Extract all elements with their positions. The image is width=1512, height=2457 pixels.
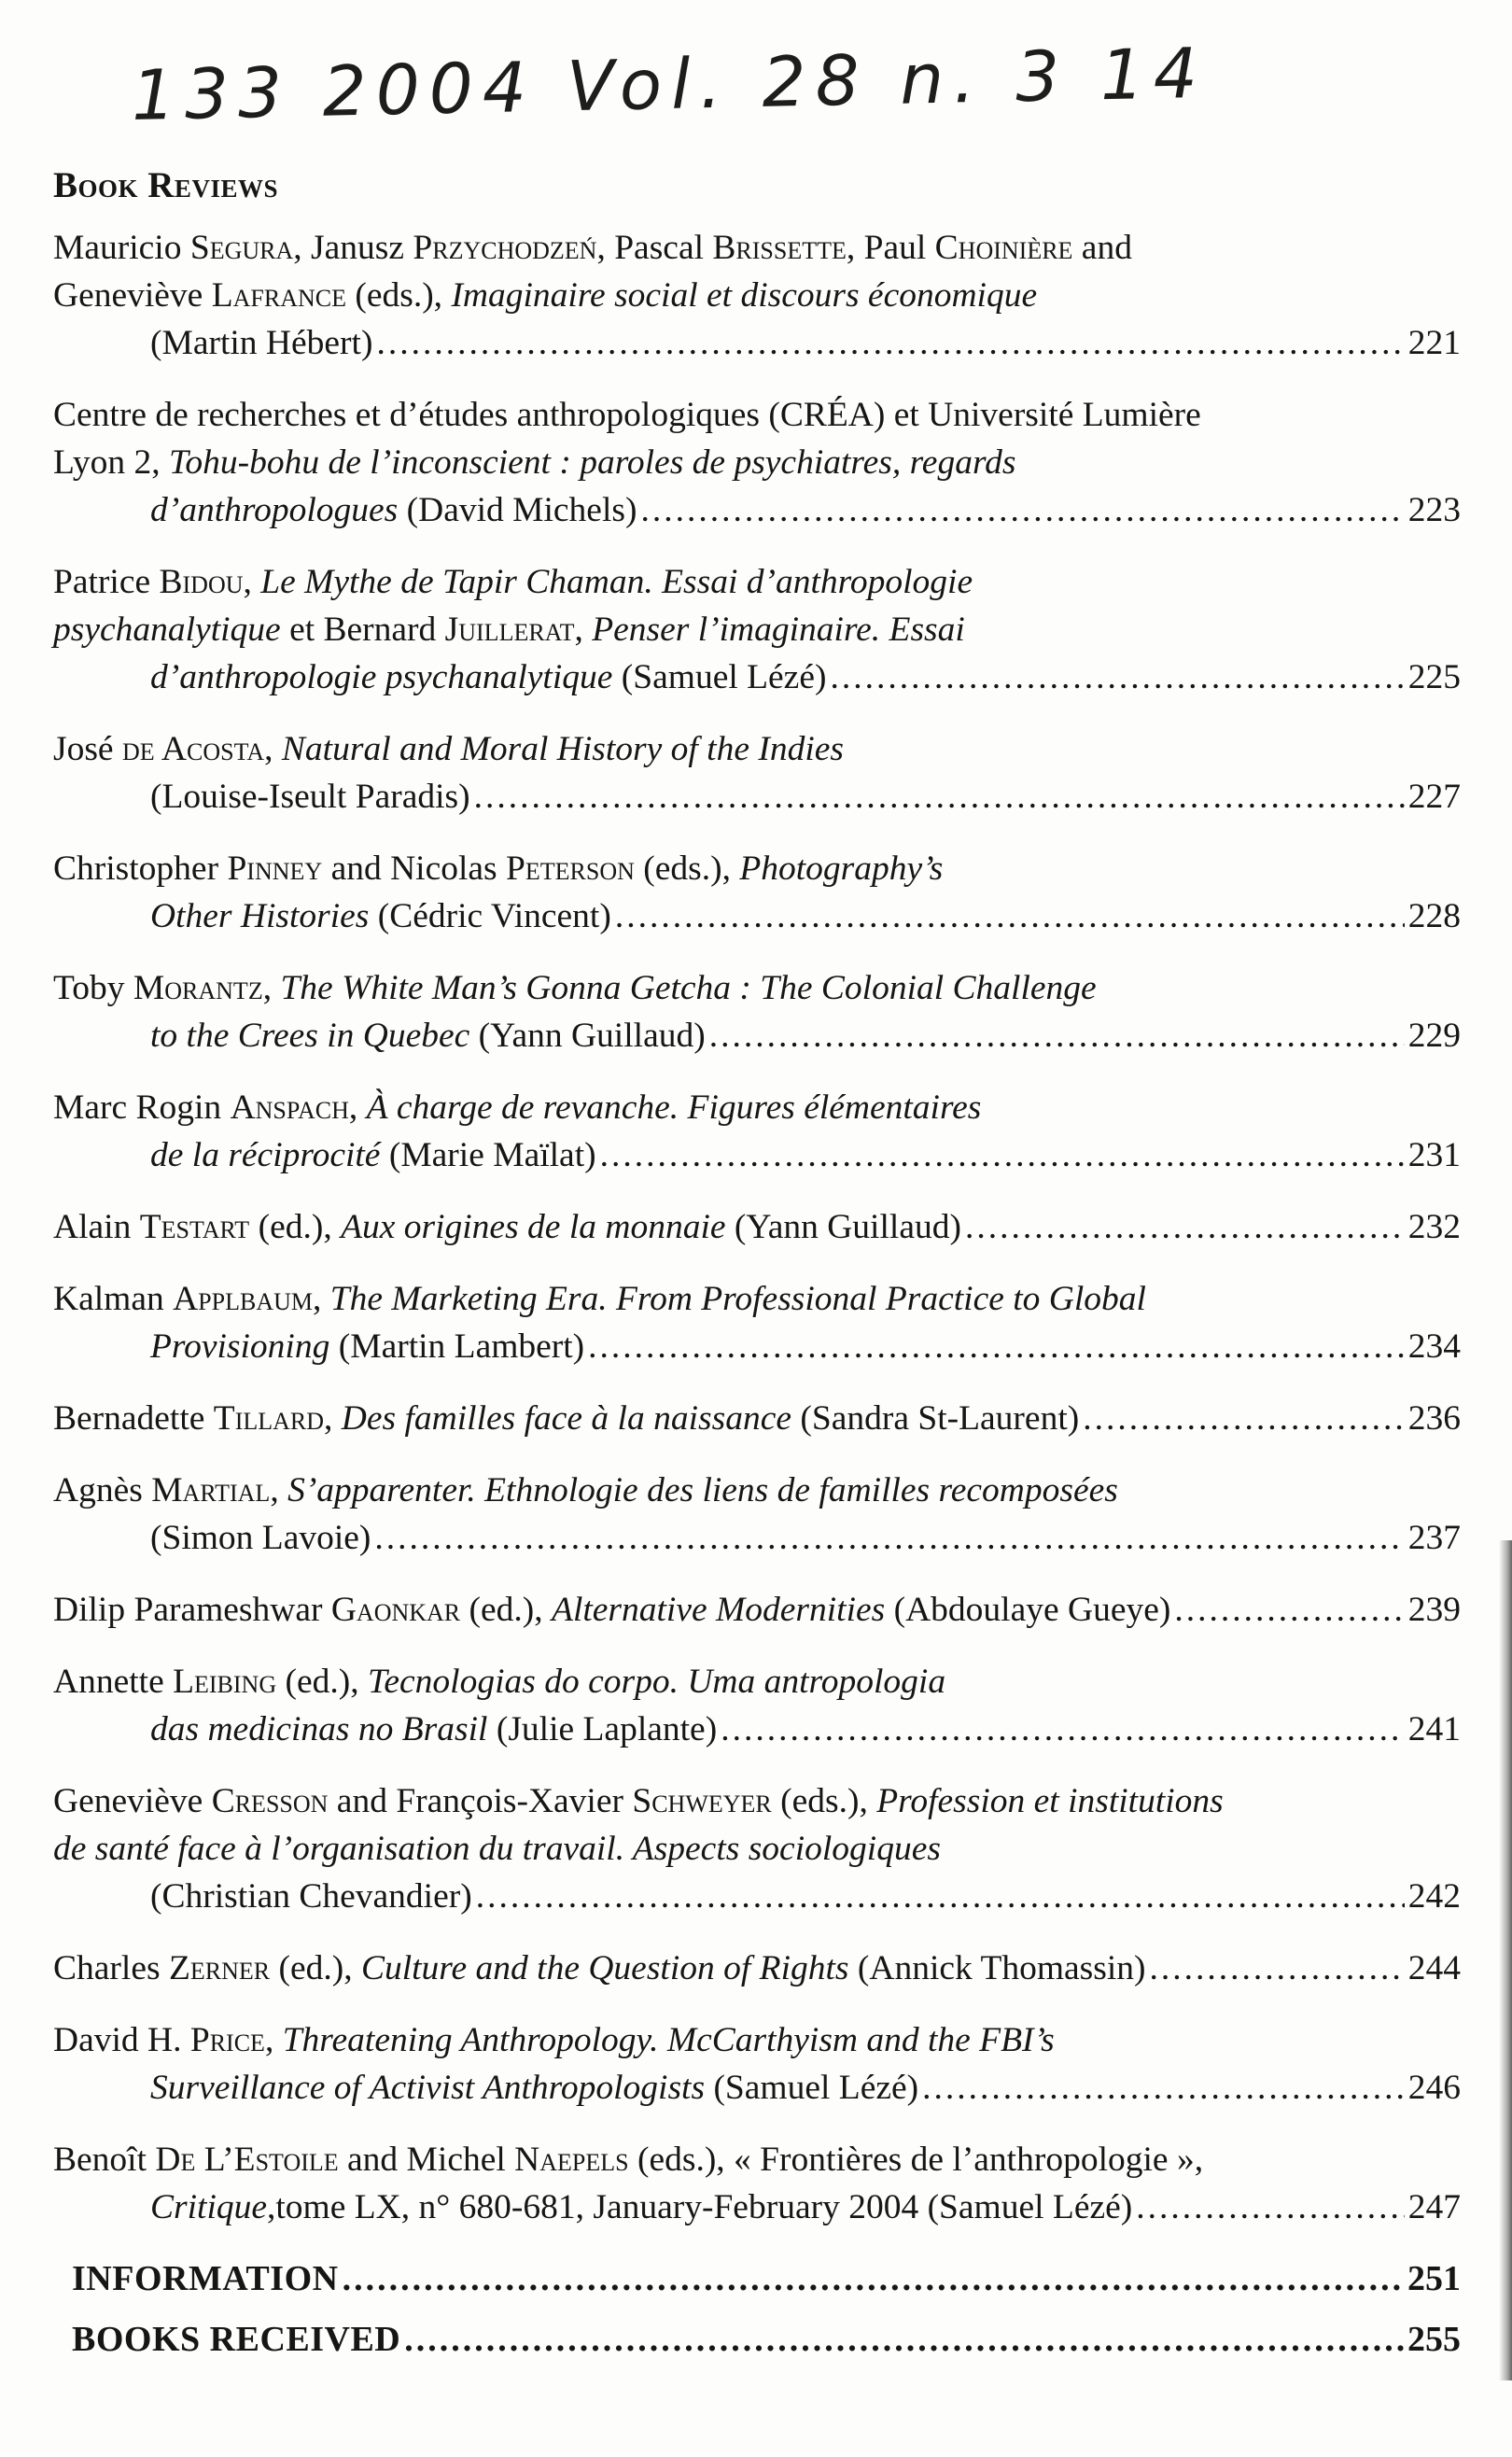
entry-text: (Julie Laplante) — [487, 1710, 718, 1748]
entry-text: Alain — [53, 1208, 140, 1246]
entry-text: (Martin Lambert) — [329, 1327, 585, 1366]
entry-last-line-text — [53, 1203, 961, 1251]
leader-dots — [1174, 1586, 1404, 1634]
toc-major-entry — [53, 2255, 1461, 2303]
entry-text: Christopher — [53, 849, 228, 888]
leader-dots — [709, 1012, 1405, 1060]
leader-dots — [1083, 1395, 1405, 1442]
entry-last-line-text — [150, 653, 826, 701]
book-title: Tohu-bohu de l’inconscient : paroles de psychiatres, regards — [168, 443, 1016, 482]
entry-text: (Simon Lavoie) — [150, 1519, 371, 1557]
toc-entry — [53, 725, 1461, 821]
author-surname: Przychodzeń — [413, 229, 597, 267]
entry-line — [150, 1323, 1461, 1370]
page-number: 244 — [1407, 1949, 1461, 1987]
page-number: 239 — [1407, 1591, 1461, 1629]
entry-last-line-text — [150, 1706, 717, 1753]
book-title: Penser l’imaginaire. Essai — [592, 611, 965, 649]
author-surname: Lafrance — [211, 276, 346, 315]
scan-edge-shadow — [1499, 1540, 1512, 2380]
entry-text: Geneviève — [53, 276, 212, 315]
entry-line — [53, 272, 1461, 319]
entry-text: (Samuel Lézé) — [612, 658, 827, 696]
entry-line — [53, 606, 1461, 653]
toc-entry — [53, 558, 1461, 701]
book-title: to the Crees in Quebec — [150, 1017, 470, 1055]
entry-text: (Christian Chevandier) — [150, 1877, 472, 1916]
entry-line — [72, 2316, 1461, 2364]
entry-last-line-text — [150, 1131, 596, 1179]
page-number: 225 — [1407, 658, 1461, 696]
entry-text: (Cédric Vincent) — [369, 897, 611, 935]
entry-last-line-text — [150, 319, 372, 367]
entry-text: Kalman — [53, 1280, 174, 1318]
entry-line — [53, 1275, 1461, 1323]
entry-text: , — [348, 1088, 367, 1127]
entry-line — [150, 486, 1461, 534]
book-title: de la réciprocité — [150, 1136, 381, 1174]
book-title: Provisioning — [150, 1327, 330, 1366]
entry-text: (eds.), — [634, 849, 740, 888]
author-surname: Segura — [189, 229, 294, 267]
book-title: das medicinas no Brasil — [150, 1710, 488, 1748]
book-title: d’anthropologie psychanalytique — [150, 658, 613, 696]
entry-text: (eds.), « Frontières de l’anthropologie », — [628, 2141, 1204, 2179]
entry-text: (ed.), — [249, 1208, 342, 1246]
entry-line — [53, 1467, 1461, 1514]
toc-entry — [53, 1586, 1461, 1634]
section-title: Book Reviews — [53, 165, 278, 205]
leader-dots — [374, 1514, 1404, 1562]
table-of-contents — [53, 224, 1461, 2377]
entry-text: Benoît — [53, 2141, 156, 2179]
leader-dots — [721, 1706, 1405, 1753]
author-surname: Peterson — [506, 849, 635, 888]
entry-text: (Martin Hébert) — [150, 324, 373, 362]
author-surname: Juillerat — [444, 611, 575, 649]
toc-entry — [53, 391, 1461, 534]
entry-last-line-text — [53, 1586, 1170, 1634]
entry-last-line-text — [150, 773, 470, 821]
book-title: Des familles face à la naissance — [341, 1399, 791, 1438]
entry-text: (Sandra St-Laurent) — [791, 1399, 1080, 1438]
entry-line — [53, 1945, 1461, 1992]
toc-entry — [53, 224, 1461, 367]
author-surname: Naepels — [514, 2141, 629, 2179]
entry-text: , — [262, 969, 281, 1007]
book-title: Surveillance of Activist Anthropologists — [150, 2069, 706, 2107]
author-surname: Choinière — [934, 229, 1073, 267]
entry-text: Lyon 2, — [53, 443, 169, 482]
book-title: Culture and the Question of Rights — [360, 1949, 849, 1987]
author-surname: Pinney — [227, 849, 323, 888]
toc-entry — [53, 964, 1461, 1060]
leader-dots — [1150, 1945, 1405, 1992]
entry-line — [150, 773, 1461, 821]
toc-entry — [53, 1467, 1461, 1562]
entry-line — [53, 1658, 1461, 1706]
entry-text: , — [324, 1399, 342, 1438]
leader-dots — [588, 1323, 1405, 1370]
entry-text: Bernadette — [53, 1399, 214, 1438]
entry-text: and — [1072, 229, 1132, 267]
entry-line — [53, 1084, 1461, 1131]
leader-dots — [404, 2316, 1404, 2364]
entry-text: and François-Xavier — [328, 1782, 633, 1820]
entry-last-line-text — [150, 892, 611, 940]
author-surname: Zerner — [168, 1949, 271, 1987]
entry-line — [150, 892, 1461, 940]
author-surname: Bidou — [159, 563, 244, 601]
author-surname: Tillard — [213, 1399, 325, 1438]
leader-dots — [476, 1873, 1405, 1920]
page-number: 236 — [1407, 1399, 1461, 1438]
entry-last-line-text — [53, 1395, 1079, 1442]
author-surname: Cresson — [211, 1782, 329, 1820]
entry-text: (Yann Guillaud) — [469, 1017, 706, 1055]
entry-text: (Abdoulaye Gueye) — [885, 1591, 1171, 1629]
entry-text: , — [313, 1280, 330, 1318]
page-number: 227 — [1407, 778, 1461, 816]
toc-entry — [53, 1658, 1461, 1753]
book-title: psychanalytique — [53, 611, 281, 649]
book-title: Threatening Anthropology. McCarthyism and the FBI’s — [282, 2021, 1055, 2059]
entry-last-line-text — [150, 486, 637, 534]
entry-line — [150, 1706, 1461, 1753]
author-surname: de Acosta — [121, 730, 265, 768]
entry-line — [53, 558, 1461, 606]
author-surname: De L’Estoile — [155, 2141, 339, 2179]
entry-line — [53, 224, 1461, 272]
page-number: 232 — [1407, 1208, 1461, 1246]
entry-text: José — [53, 730, 122, 768]
entry-line — [53, 1825, 1461, 1873]
entry-text: Mauricio — [53, 229, 190, 267]
leader-dots — [1136, 2183, 1405, 2231]
page-number: 231 — [1407, 1136, 1461, 1174]
book-title: Imaginaire social et discours économique — [451, 276, 1038, 315]
entry-line — [150, 1012, 1461, 1060]
toc-entry — [53, 1395, 1461, 1442]
book-title: S’apparenter. Ethnologie des liens de familles recomposées — [287, 1471, 1118, 1509]
page-number: 251 — [1407, 2259, 1461, 2298]
entry-text: et Bernard — [280, 611, 445, 649]
page-number: 223 — [1407, 491, 1461, 529]
toc-entry — [53, 845, 1461, 940]
toc-entry — [53, 1084, 1461, 1179]
entry-text: Toby — [53, 969, 133, 1007]
entry-text: (Louise-Iseult Paradis) — [150, 778, 470, 816]
entry-text: Geneviève — [53, 1782, 212, 1820]
entry-line — [72, 2255, 1461, 2303]
book-title: The Marketing Era. From Professional Practice to Global — [329, 1280, 1146, 1318]
entry-line — [53, 439, 1461, 486]
entry-text: Marc Rogin — [53, 1088, 231, 1127]
entry-last-line-text — [53, 1945, 1146, 1992]
entry-line — [150, 653, 1461, 701]
toc-entry — [53, 1203, 1461, 1251]
leader-dots — [830, 653, 1404, 701]
page-number: 255 — [1407, 2320, 1461, 2359]
entry-text: (eds.), — [771, 1782, 877, 1820]
entry-last-line-text — [150, 1012, 706, 1060]
entry-line — [150, 2183, 1461, 2231]
entry-line — [53, 845, 1461, 892]
book-title: d’anthropologues — [150, 491, 399, 529]
author-surname: Price — [189, 2021, 265, 2059]
entry-text: Charles — [53, 1949, 169, 1987]
entry-last-line-text — [150, 1873, 472, 1920]
entry-text: and Nicolas — [322, 849, 507, 888]
entry-line — [53, 1777, 1461, 1825]
entry-line — [53, 725, 1461, 773]
book-title: Natural and Moral History of the Indies — [281, 730, 844, 768]
entry-line — [150, 319, 1461, 367]
leader-dots — [376, 319, 1404, 367]
toc-major-entry — [53, 2316, 1461, 2364]
entry-text: (eds.), — [345, 276, 452, 315]
entry-text: Agnès — [53, 1471, 152, 1509]
book-title: Critique — [150, 2188, 268, 2226]
entry-text: , — [243, 563, 261, 601]
book-title: À charge de revanche. Figures élémentaires — [366, 1088, 982, 1127]
entry-line — [150, 2064, 1461, 2112]
entry-text: (ed.), — [270, 1949, 361, 1987]
book-title: Other Histories — [150, 897, 370, 935]
toc-entry — [53, 2016, 1461, 2112]
book-title: Aux origines de la monnaie — [341, 1208, 726, 1246]
leader-dots — [965, 1203, 1405, 1251]
entry-text: Dilip Parameshwar — [53, 1591, 331, 1629]
entry-text: (David Michels) — [398, 491, 637, 529]
entry-text: Patrice — [53, 563, 160, 601]
entry-last-line-text — [150, 2183, 1132, 2231]
entry-text: and Michel — [338, 2141, 515, 2179]
entry-text: (ed.), — [460, 1591, 553, 1629]
author-surname: Leibing — [173, 1663, 277, 1701]
book-title: Profession et institutions — [876, 1782, 1224, 1820]
entry-line — [53, 1395, 1461, 1442]
entry-text: (Samuel Lézé) — [705, 2069, 919, 2107]
leader-dots — [640, 486, 1404, 534]
entry-text: , Pascal — [596, 229, 713, 267]
major-entry-label: INFORMATION — [72, 2259, 339, 2298]
entry-text: Annette — [53, 1663, 174, 1701]
page-number: 241 — [1407, 1710, 1461, 1748]
page-number: 242 — [1407, 1877, 1461, 1916]
toc-entry — [53, 1777, 1461, 1920]
entry-line — [53, 1203, 1461, 1251]
book-title: Photography’s — [739, 849, 944, 888]
entry-line — [150, 1514, 1461, 1562]
entry-text: , — [270, 1471, 288, 1509]
entry-text: (Annick Thomassin) — [848, 1949, 1146, 1987]
leader-dots — [615, 892, 1405, 940]
book-title: Le Mythe de Tapir Chaman. Essai d’anthropologie — [260, 563, 973, 601]
entry-text: , Janusz — [293, 229, 413, 267]
leader-dots — [474, 773, 1405, 821]
book-title: Alternative Modernities — [552, 1591, 886, 1629]
author-surname: Brissette — [712, 229, 847, 267]
author-surname: Anspach — [230, 1088, 349, 1127]
entry-last-line-text — [150, 1323, 584, 1370]
page-number: 246 — [1407, 2069, 1461, 2107]
entry-text: , — [574, 611, 593, 649]
author-surname: Testart — [139, 1208, 250, 1246]
book-title: Tecnologias do corpo. Uma antropologia — [367, 1663, 946, 1701]
toc-entry — [53, 1275, 1461, 1370]
book-title: de santé face à l’organisation du travail. Aspects sociologiques — [53, 1830, 941, 1868]
entry-text: ,tome LX, n° 680-681, January-February 2004 (Samuel Lézé) — [267, 2188, 1133, 2226]
book-title: The White Man’s Gonna Getcha : The Colonial Challenge — [280, 969, 1097, 1007]
entry-line — [150, 1131, 1461, 1179]
entry-line — [150, 1873, 1461, 1920]
page-number: 234 — [1407, 1327, 1461, 1366]
page-number: 228 — [1407, 897, 1461, 935]
entry-line — [53, 964, 1461, 1012]
page-number: 237 — [1407, 1519, 1461, 1557]
leader-dots — [343, 2255, 1404, 2303]
entry-line — [53, 2016, 1461, 2064]
toc-entry — [53, 1945, 1461, 1992]
author-surname: Gaonkar — [330, 1591, 461, 1629]
page-number: 247 — [1407, 2188, 1461, 2226]
entry-text: (Yann Guillaud) — [725, 1208, 961, 1246]
entry-last-line-text — [150, 2064, 918, 2112]
major-entry-label: BOOKS RECEIVED — [72, 2320, 401, 2359]
entry-text: (ed.), — [276, 1663, 368, 1701]
entry-text: , — [264, 2021, 283, 2059]
author-surname: Applbaum — [173, 1280, 313, 1318]
entry-text: Centre de recherches et d’études anthropologiques (CRÉA) et Université Lumière — [53, 396, 1201, 434]
entry-last-line-text — [150, 1514, 371, 1562]
author-surname: Martial — [151, 1471, 271, 1509]
entry-text: David H. — [53, 2021, 190, 2059]
entry-line — [53, 2136, 1461, 2183]
leader-dots — [600, 1131, 1405, 1179]
author-surname: Morantz — [133, 969, 263, 1007]
entry-text: , — [264, 730, 282, 768]
page-number: 229 — [1407, 1017, 1461, 1055]
toc-entry — [53, 2136, 1461, 2231]
entry-line — [53, 391, 1461, 439]
entry-text: (Marie Maïlat) — [380, 1136, 596, 1174]
page-number: 221 — [1407, 324, 1461, 362]
leader-dots — [922, 2064, 1405, 2112]
entry-text: , Paul — [846, 229, 935, 267]
handwritten-note: 133 2004 Vol. 28 n. 3 14 — [131, 33, 1208, 136]
entry-line — [53, 1586, 1461, 1634]
author-surname: Schweyer — [632, 1782, 772, 1820]
